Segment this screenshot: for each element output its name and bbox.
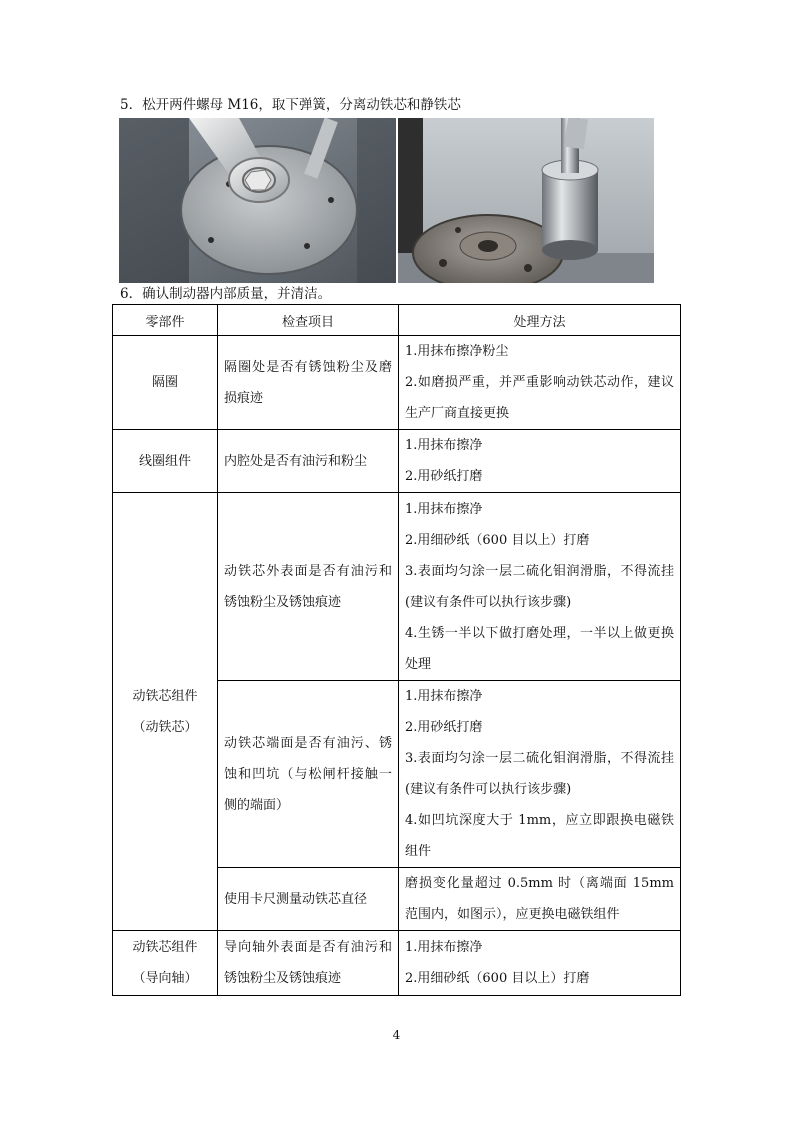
- method-cell: 1.用抹布擦净 2.用砂纸打磨: [399, 430, 681, 493]
- header-part: 零部件: [113, 305, 218, 336]
- check-item-cell: 使用卡尺测量动铁芯直径: [218, 868, 399, 931]
- check-item-cell: 导向轴外表面是否有油污和锈蚀粉尘及锈蚀痕迹: [218, 931, 399, 996]
- method-cell: 磨损变化量超过 0.5mm 时（离端面 15mm 范围内，如图示），应更换电磁铁组件: [399, 868, 681, 931]
- photo-separated-cores: [398, 118, 654, 283]
- check-item-cell: 动铁芯端面是否有油污、锈蚀和凹坑（与松闸杆接触一侧的端面）: [218, 681, 399, 868]
- step-5-text: 5．松开两件螺母 M16，取下弹簧，分离动铁芯和静铁芯: [120, 97, 461, 113]
- part-cell: 动铁芯组件 （动铁芯）: [113, 493, 218, 931]
- page-number: 4: [392, 1028, 401, 1042]
- check-item-cell: 动铁芯外表面是否有油污和锈蚀粉尘及锈蚀痕迹: [218, 493, 399, 681]
- method-cell: 1.用抹布擦净 2.用细砂纸（600 目以上）打磨: [399, 931, 681, 996]
- step-6-text: 6．确认制动器内部质量，并清洁。: [120, 286, 332, 302]
- header-method: 处理方法: [399, 305, 681, 336]
- check-item-cell: 隔圈处是否有锈蚀粉尘及磨损痕迹: [218, 336, 399, 430]
- table-row: [113, 931, 681, 996]
- part-cell: 线圈组件: [113, 430, 218, 493]
- table-row: [113, 493, 681, 681]
- table-row: [113, 430, 681, 493]
- method-cell: 1.用抹布擦净 2.用砂纸打磨 3.表面均匀涂一层二硫化钼润滑脂，不得流挂(建议有条件可以执行该步骤) 4.如凹坑深度大于 1mm，应立即跟换电磁铁组件: [399, 681, 681, 868]
- photo-wrench-on-nut: [119, 118, 396, 283]
- method-cell: 1.用抹布擦净粉尘 2.如磨损严重，并严重影响动铁芯动作，建议生产厂商直接更换: [399, 336, 681, 430]
- inspection-table: [112, 304, 681, 996]
- check-item-cell: 内腔处是否有油污和粉尘: [218, 430, 399, 493]
- method-cell: 1.用抹布擦净 2.用细砂纸（600 目以上）打磨 3.表面均匀涂一层二硫化钼润滑脂，不得流挂(建议有条件可以执行该步骤) 4.生锈一半以下做打磨处理，一半以上做更换处理: [399, 493, 681, 681]
- part-cell: 隔圈: [113, 336, 218, 430]
- part-cell: 动铁芯组件 （导向轴）: [113, 931, 218, 996]
- table-row: [113, 336, 681, 430]
- table-header-row: [113, 305, 681, 336]
- header-check-item: 检查项目: [218, 305, 399, 336]
